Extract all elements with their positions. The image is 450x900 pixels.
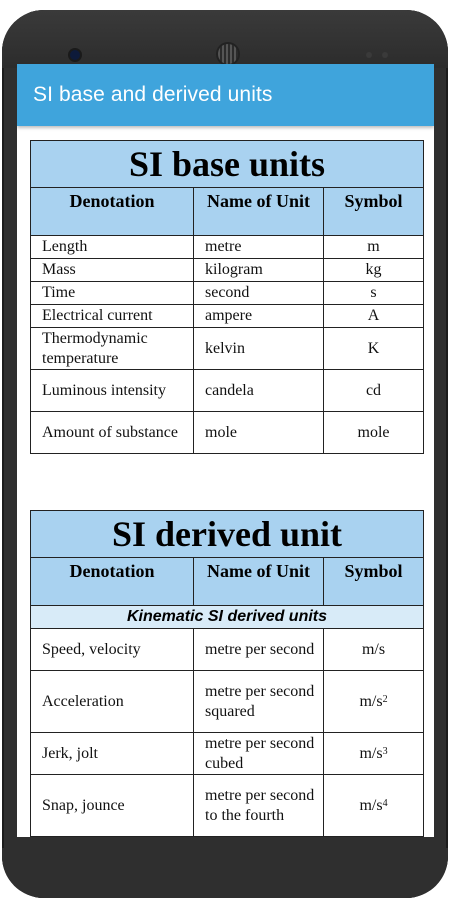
front-camera-icon xyxy=(70,50,80,60)
unit-name-cell: candela xyxy=(194,370,324,412)
app-title: SI base and derived units xyxy=(33,83,273,106)
phone-bottom-bezel xyxy=(2,848,448,898)
symbol-cell xyxy=(324,733,424,775)
column-header-symbol: Symbol xyxy=(324,188,424,236)
unit-name-cell: mole xyxy=(194,412,324,454)
symbol-exponent: 2 xyxy=(382,693,388,705)
column-header-denotation: Denotation xyxy=(31,558,194,606)
table-row xyxy=(31,370,424,412)
section-heading: Kinematic SI derived units xyxy=(31,606,424,629)
symbol-cell: mole xyxy=(324,412,424,454)
table-row xyxy=(31,305,424,328)
derived-units-table xyxy=(30,510,424,837)
table-row xyxy=(31,236,424,259)
derived-units-title: SI derived unit xyxy=(31,511,424,558)
earpiece-speaker-icon xyxy=(218,44,238,64)
denotation-cell: Speed, velocity xyxy=(31,629,194,671)
table-row xyxy=(31,328,424,370)
symbol-cell xyxy=(324,671,424,733)
base-units-title: SI base units xyxy=(31,141,424,188)
symbol-exponent: 4 xyxy=(382,797,388,809)
table-row xyxy=(31,259,424,282)
table-row xyxy=(31,775,424,837)
symbol-base: m/s xyxy=(361,640,386,658)
denotation-cell: Length xyxy=(31,236,194,259)
app-bar xyxy=(17,64,434,126)
phone-top-bezel xyxy=(2,10,448,68)
unit-name-cell: kelvin xyxy=(194,328,324,370)
denotation-cell: Snap, jounce xyxy=(31,775,194,837)
base-units-table xyxy=(30,140,424,454)
app-screen[interactable] xyxy=(17,64,434,837)
table-row xyxy=(31,412,424,454)
denotation-cell: Electrical current xyxy=(31,305,194,328)
unit-name-cell: second xyxy=(194,282,324,305)
table-row xyxy=(31,282,424,305)
table-row xyxy=(31,733,424,775)
symbol-cell: cd xyxy=(324,370,424,412)
denotation-cell: Luminous intensity xyxy=(31,370,194,412)
unit-name-cell: metre per second cubed xyxy=(194,733,324,775)
symbol-cell xyxy=(324,775,424,837)
unit-name-cell: metre per second squared xyxy=(194,671,324,733)
denotation-cell: Time xyxy=(31,282,194,305)
symbol-cell: K xyxy=(324,328,424,370)
symbol-cell: m xyxy=(324,236,424,259)
unit-name-cell: metre per second xyxy=(194,629,324,671)
column-header-name: Name of Unit xyxy=(194,558,324,606)
denotation-cell: Amount of substance xyxy=(31,412,194,454)
table-row xyxy=(31,629,424,671)
column-header-denotation: Denotation xyxy=(31,188,194,236)
denotation-cell: Thermodynamic temperature xyxy=(31,328,194,370)
denotation-cell: Acceleration xyxy=(31,671,194,733)
column-header-symbol: Symbol xyxy=(324,558,424,606)
symbol-cell xyxy=(324,629,424,671)
symbol-base: m/s xyxy=(359,796,383,814)
symbol-exponent: 3 xyxy=(382,745,388,757)
sensor-icon xyxy=(366,52,372,58)
column-header-name: Name of Unit xyxy=(194,188,324,236)
denotation-cell: Mass xyxy=(31,259,194,282)
unit-name-cell: kilogram xyxy=(194,259,324,282)
denotation-cell: Jerk, jolt xyxy=(31,733,194,775)
symbol-cell: A xyxy=(324,305,424,328)
unit-name-cell: metre xyxy=(194,236,324,259)
symbol-cell: s xyxy=(324,282,424,305)
sensor-icon xyxy=(382,52,388,58)
table-row xyxy=(31,671,424,733)
symbol-base: m/s xyxy=(359,744,383,762)
unit-name-cell: ampere xyxy=(194,305,324,328)
symbol-cell: kg xyxy=(324,259,424,282)
symbol-base: m/s xyxy=(359,692,383,710)
unit-name-cell: metre per second to the fourth xyxy=(194,775,324,837)
